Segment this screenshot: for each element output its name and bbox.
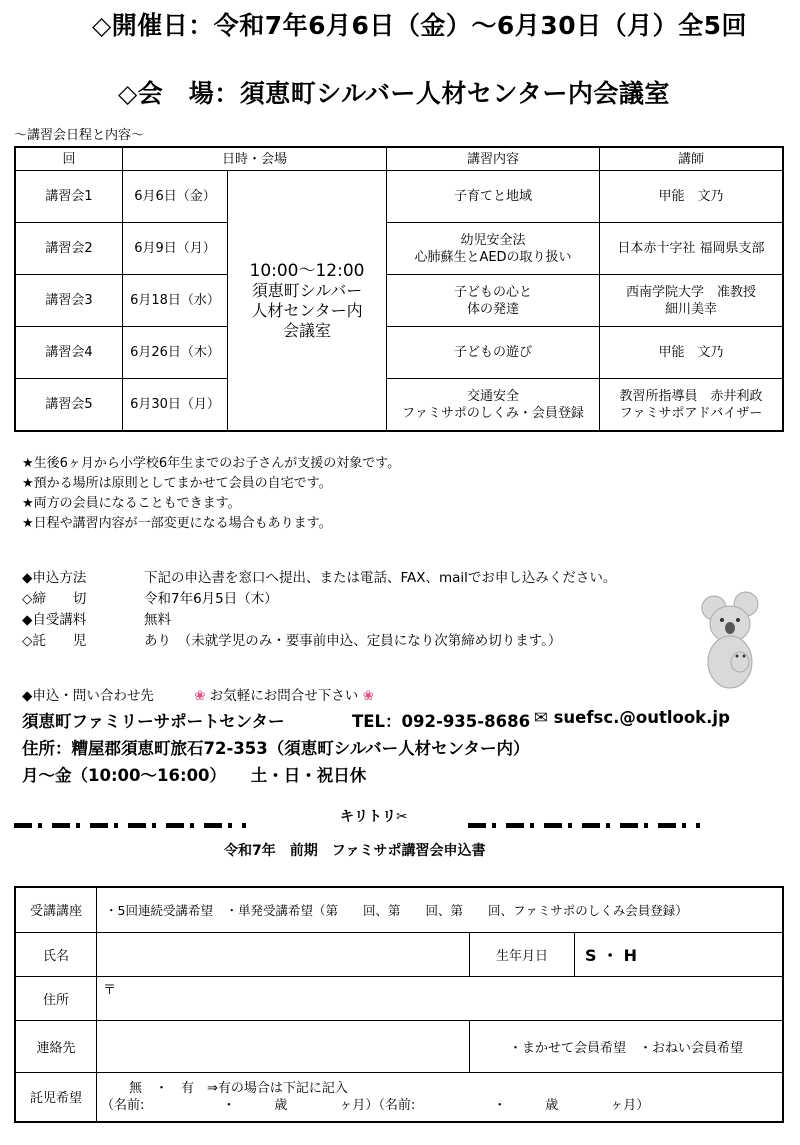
application-form (14, 886, 784, 1123)
member-options[interactable]: ・まかせて会員希望 ・おねい会員希望 (470, 1020, 784, 1072)
row-date: 6月26日（木） (123, 327, 228, 379)
row-content (387, 275, 600, 327)
center-email[interactable]: suefsc.@outlook.jp (553, 708, 730, 727)
cut-label: キリトリ✂ (340, 809, 408, 825)
row-content (387, 171, 600, 223)
row-date: 6月30日（月） (123, 379, 228, 432)
care-field[interactable] (97, 1072, 784, 1122)
method-value: 下記の申込書を窓口へ提出、または電話、FAX、mailでお申し込みください。 (144, 570, 617, 586)
tulip-icon: ❀ (194, 688, 206, 704)
care-label: 託児希望 (15, 1072, 97, 1122)
birth-field[interactable]: S ・ H (575, 932, 784, 976)
lecturer-line: 細川美幸 (664, 301, 717, 317)
address-label: 住所 (15, 976, 97, 1020)
row-lecturer (600, 327, 784, 379)
row-name: 講習会4 (15, 327, 123, 379)
care-label: ◇託 児 (22, 633, 87, 649)
note-item: ★預かる場所は原則としてまかせて会員の自宅です。 (22, 476, 332, 491)
row-content (387, 379, 600, 432)
header-content: 講習内容 (387, 147, 600, 171)
row-lecturer (600, 171, 784, 223)
venue-line: 会議室 (282, 320, 331, 340)
content-line: 子どもの心と (453, 284, 532, 300)
header-datetime: 日時・会場 (123, 147, 387, 171)
time-venue-cell (228, 171, 387, 432)
content-line: 心肺蘇生とAEDの取り扱い (414, 249, 572, 265)
row-name: 講習会5 (15, 379, 123, 432)
deadline-value: 令和7年6月5日（木） (144, 591, 278, 607)
center-hours: 月～金（10:00～16:00） 土・日・祝日休 (22, 766, 367, 785)
content-line: ファミサポのしくみ・会員登録 (402, 405, 584, 421)
mail-icon: ✉ (534, 708, 548, 727)
row-lecturer (600, 275, 784, 327)
header-round: 回 (15, 147, 123, 171)
row-content (387, 327, 600, 379)
content-line: 体の発達 (466, 301, 519, 317)
note-item: ★両方の会員になることもできます。 (22, 496, 241, 511)
content-line: 交通安全 (466, 388, 519, 404)
header-lecturer: 講師 (600, 147, 784, 171)
lecturer-line: 日本赤十字社 福岡県支部 (617, 241, 765, 256)
venue-line: 須恵町シルバー (251, 280, 363, 300)
care-line: 無 ・ 有 ⇒有の場合は下記に記入 (129, 1080, 348, 1096)
notes-list (22, 454, 400, 534)
koala-illustration (700, 590, 762, 690)
row-date: 6月9日（月） (123, 223, 228, 275)
contact-label: ◆申込・問い合わせ先 (22, 688, 154, 704)
row-lecturer (600, 223, 784, 275)
table-row (15, 223, 783, 275)
fee-label: ◆自受講料 (22, 612, 87, 628)
lecturer-line: 甲能 文乃 (658, 189, 724, 204)
event-venue: ◇会 場：須恵町シルバー人材センター内会議室 (118, 79, 670, 108)
course-options[interactable]: ・5回連続受講希望 ・単発受講希望（第 回、第 回、第 回、ファミサポのしくみ会員登録） (97, 887, 784, 932)
table-row (15, 327, 783, 379)
note-item: ★生後6ヶ月から小学校6年生までのお子さんが支援の対象です。 (22, 456, 401, 471)
deadline-label: ◇締 切 (22, 591, 87, 607)
schedule-caption: ～講習会日程と内容～ (14, 128, 145, 143)
care-line: （名前: ・ 歳 ヶ月）（名前: ・ 歳 ヶ月） (101, 1097, 650, 1113)
center-tel: TEL：092-935-8686 (352, 712, 531, 731)
lecturer-line: 西南学院大学 准教授 (625, 284, 756, 300)
address-field[interactable] (97, 976, 784, 1020)
row-lecturer (600, 379, 784, 432)
schedule-table (14, 146, 784, 432)
contact-note: お気軽にお問合せ下さい (209, 688, 359, 704)
care-value: あり （未就学児のみ・要事前申込、定員になり次第締め切ります。） (144, 633, 562, 649)
center-address: 住所：糟屋郡須恵町旅石72-353（須恵町シルバー人材センター内） (22, 739, 530, 758)
event-dates: ◇開催日：令和7年6月6日（金）～6月30日（月）全5回 (92, 11, 747, 40)
lecturer-line: 教習所指導員 赤井利政 (619, 388, 763, 404)
name-field[interactable] (97, 932, 470, 976)
content-line: 子どもの遊び (453, 345, 532, 360)
contact-header (22, 684, 374, 704)
birth-label: 生年月日 (470, 932, 575, 976)
table-row (15, 171, 783, 223)
venue-line: 人材センター内 (251, 300, 363, 320)
table-row (15, 275, 783, 327)
row-name: 講習会3 (15, 275, 123, 327)
cut-line-right (468, 815, 710, 823)
content-line: 子育てと地域 (453, 189, 532, 204)
row-name: 講習会1 (15, 171, 123, 223)
apply-info (22, 568, 616, 652)
contact-field[interactable] (97, 1020, 470, 1072)
lecturer-line: 甲能 文乃 (658, 345, 724, 360)
name-label: 氏名 (15, 932, 97, 976)
cut-line-left (14, 815, 256, 823)
note-item: ★日程や講習内容が一部変更になる場合もあります。 (22, 516, 332, 531)
session-time: 10:00～12:00 (249, 260, 365, 281)
fee-value: 無料 (144, 612, 171, 628)
table-header-row (15, 147, 783, 171)
content-line: 幼児安全法 (460, 232, 526, 248)
postal-icon: 〒 (103, 982, 117, 998)
lecturer-line: ファミサポアドバイザー (619, 405, 763, 421)
method-label: ◆申込方法 (22, 570, 87, 586)
tulip-icon: ❀ (362, 688, 374, 704)
form-title: 令和7年 前期 ファミサポ講習会申込書 (224, 843, 486, 859)
table-row (15, 379, 783, 432)
row-name: 講習会2 (15, 223, 123, 275)
contact-label: 連絡先 (15, 1020, 97, 1072)
row-date: 6月6日（金） (123, 171, 228, 223)
center-email-line (534, 708, 730, 727)
center-name: 須恵町ファミリーサポートセンター (22, 712, 285, 731)
row-date: 6月18日（水） (123, 275, 228, 327)
course-label: 受講講座 (15, 887, 97, 932)
row-content (387, 223, 600, 275)
